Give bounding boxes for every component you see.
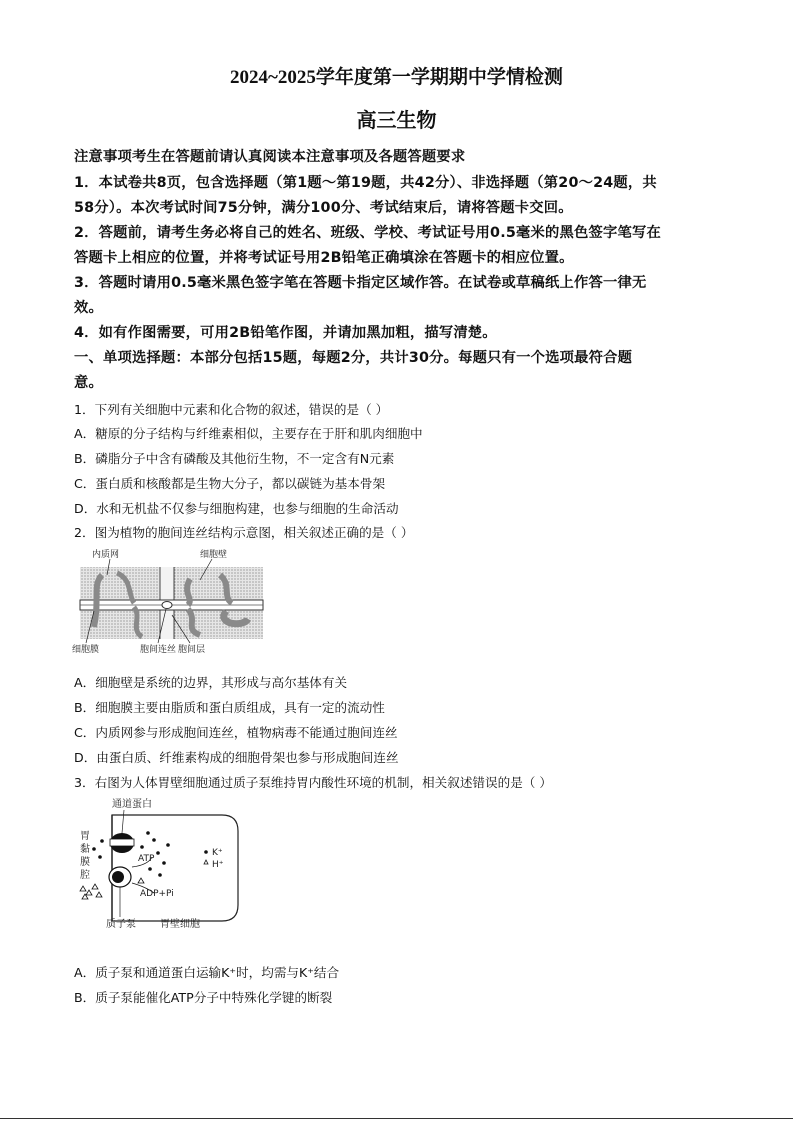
question-1-option-b: B．磷脂分子中含有磷酸及其他衍生物，不一定含有N元素 [74,451,395,466]
exam-subject: 高三生物 [356,110,437,132]
k-ion-label: K⁺ [212,848,223,858]
instruction-line: 答题卡上相应的位置，并将考试证号用2B铅笔正确填涂在答题卡的相应位置。 [74,250,574,266]
question-2-option-a: A．细胞壁是系统的边界，其形成与高尔基体有关 [74,675,348,690]
adp-label: ADP+Pi [140,889,174,899]
instruction-line: 58分）。本次考试时间75分钟，满分100分、考试结束后，请将答题卡交回。 [74,200,573,216]
lumen-label-1: 胃 [80,831,90,842]
atp-label: ATP [138,854,155,864]
h-ion-label: H⁺ [212,860,224,870]
question-1-option-a: A．糖原的分子结构与纤维素相似，主要存在于肝和肌肉细胞中 [74,426,423,441]
plasmodesma-label: 胞间连丝 [140,645,177,655]
question-2-option-d: D．由蛋白质、纤维素构成的细胞骨架也参与形成胞间连丝 [74,750,399,765]
lumen-label-4: 腔 [80,870,90,881]
page-bottom-rule [0,1118,793,1119]
instruction-line: 1．本试卷共8页，包含选择题（第1题～第19题，共42分）、非选择题（第20～24题，共 [74,175,657,191]
question-2-option-b: B．细胞膜主要由脂质和蛋白质组成，具有一定的流动性 [74,700,385,715]
instruction-line: 3．答题时请用0.5毫米黑色签字笔在答题卡指定区域作答。在试卷或草稿纸上作答一律无 [74,275,647,291]
section-heading-cont: 意。 [74,375,103,391]
question-2-option-c: C．内质网参与形成胞间连丝，植物病毒不能通过胞间连丝 [74,725,398,740]
middle-lamella-label: 胞间层 [178,645,206,655]
instruction-line: 效。 [74,300,103,316]
section-heading: 一、单项选择题：本部分包括15题，每题2分，共计30分。每题只有一个选项最符合题 [74,350,633,366]
cell-membrane-label: 细胞膜 [72,645,100,655]
plasmodesma-figure [72,545,267,657]
question-1-option-c: C．蛋白质和核酸都是生物大分子，都以碳链为基本骨架 [74,476,386,491]
proton-pump-figure [72,795,242,935]
question-3-option-a: A．质子泵和通道蛋白运输K⁺时，均需与K⁺结合 [74,965,340,980]
proton-pump-label: 质子泵 [106,919,136,930]
exam-title: 2024~2025学年度第一学期期中学情检测 [230,67,563,88]
question-1-option-d: D．水和无机盐不仅参与细胞构建，也参与细胞的生命活动 [74,501,399,516]
instruction-line: 2．答题前，请考生务必将自己的姓名、班级、学校、考试证号用0.5毫米的黑色签字笔写在 [74,225,661,241]
question-3-stem: 3．右图为人体胃壁细胞通过质子泵维持胃内酸性环境的机制，相关叙述错误的是（ ） [74,775,552,790]
er-label: 内质网 [92,550,120,560]
channel-protein-label: 通道蛋白 [112,799,152,810]
question-2-stem: 2．图为植物的胞间连丝结构示意图，相关叙述正确的是（ ） [74,525,414,540]
instructions-heading: 注意事项考生在答题前请认真阅读本注意事项及各题答题要求 [74,149,466,165]
instruction-line: 4．如有作图需要，可用2B铅笔作图，并请加黑加粗，描写清楚。 [74,325,497,341]
lumen-label-3: 膜 [80,857,90,868]
lumen-label-2: 黏 [80,844,90,855]
parietal-cell-label: 胃壁细胞 [160,919,200,930]
question-1-stem: 1．下列有关细胞中元素和化合物的叙述，错误的是（ ） [74,402,389,417]
question-3-option-b: B．质子泵能催化ATP分子中特殊化学键的断裂 [74,990,333,1005]
cell-wall-label: 细胞壁 [200,550,228,560]
